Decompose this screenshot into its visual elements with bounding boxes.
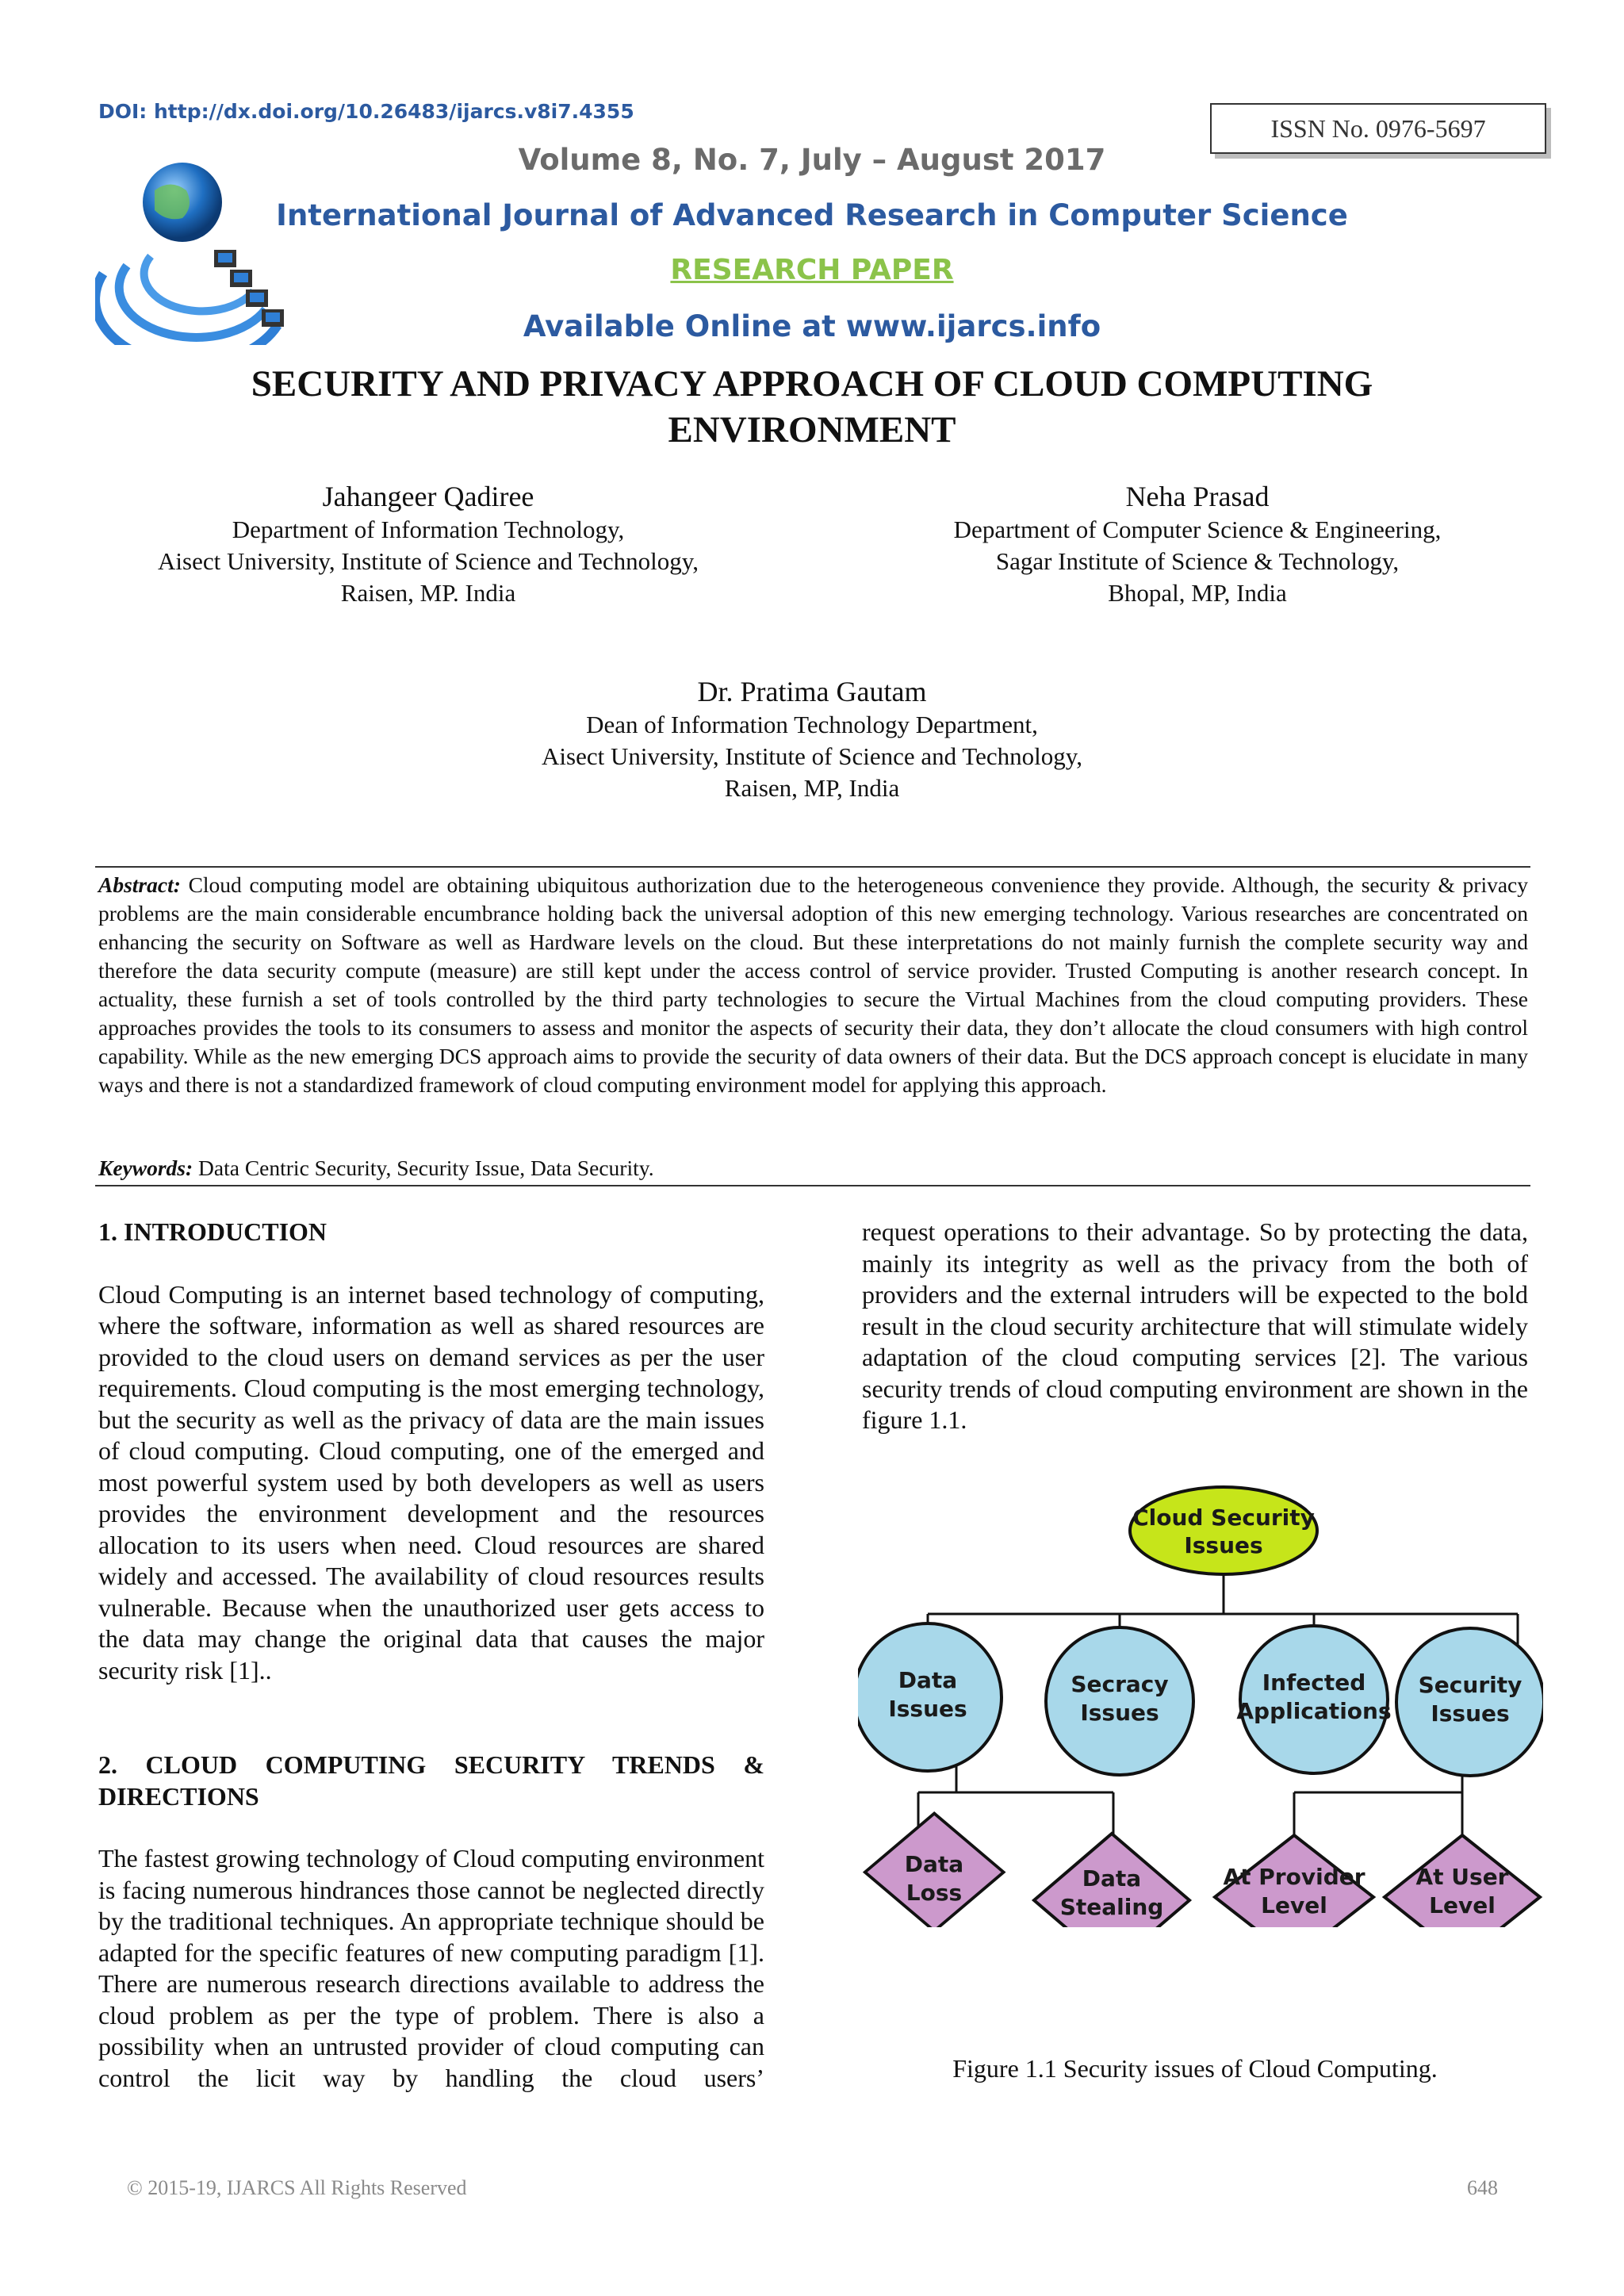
paper-title: SECURITY AND PRIVACY APPROACH OF CLOUD COMPUTING ENVIRONMENT [251,363,1373,450]
node-at-user-level [1385,1835,1540,1927]
node-data-loss [865,1814,1004,1928]
keywords-label: Keywords: [98,1156,193,1180]
volume-info: Volume 8, No. 7, July – August 2017 [518,143,1106,177]
paragraph: The fastest growing technology of Cloud computing environment is facing numerous hindrances those cannot be neglected directly by the traditional techniques. An appropriate technique should be adapted for the specific features of new computing paradigm [1]. There are numerous research directions available to address the cloud problem as per the type of problem. There is also a possibility when an untrusted provider of cloud computing can control the licit way by handling the cloud users’ [98,1844,764,2092]
section-introduction [98,1217,764,1686]
paragraph: request operations to their advantage. So by protecting the data, mainly its integrity as well as the privacy from the both of providers and the external intruders will be expected to the bold result in the cloud security architecture that will stimulate widely adaptation of the cloud computing services [2]. The various security trends of cloud computing environment are shown in the figure 1.1. [862,1217,1528,1434]
author-name: Neha Prasad [1125,481,1270,512]
abstract-label: Abstract: [98,872,181,897]
issn-box: ISSN No. 0976-5697 [1210,103,1546,154]
svg-text:Issues: Issues [1080,1700,1159,1726]
right-column-paragraph [862,1217,1528,1436]
doi-link[interactable]: DOI: http://dx.doi.org/10.26483/ijarcs.v8i7.4355 [98,100,634,123]
abstract-text: Cloud computing model are obtaining ubiquitous authorization due to the heterogeneous convenience they provide. Although, the security & privacy problems are the main considerable encumbrance holding back the universal adoption of this new emerging technology. Various researches are concentrated on enhancing the security on Software as well as Hardware levels on the cloud. But these interpretations do not mainly furnish the complete security way and therefore the data security compute (measure) are still kept under the access control of service provider. Trusted Computing is another research concept. In actuality, these furnish a set of tools controlled by the third party technologies to secure the Virtual Machines from the cloud computing providers. These approaches provides the tools to its consumers to assess and monitor the aspects of security their data, they don’t allocate the cloud consumers with high control capability. While as the new emerging DCS approach aims to provide the security of data owners of their data. But the DCS approach concept is elucidate in many ways and there is not a standardized framework of cloud computing environment model for applying this approach. [98,872,1528,1097]
section-heading: 1. INTRODUCTION [98,1217,327,1246]
figure-security-issues [858,1475,1543,1927]
journal-logo-icon [95,155,309,345]
svg-text:Level: Level [1261,1892,1327,1918]
svg-text:Issues: Issues [1184,1532,1263,1558]
author-name: Dr. Pratima Gautam [697,676,927,707]
journal-name: International Journal of Advanced Research in Computer Science [276,198,1348,232]
svg-text:Level: Level [1429,1892,1496,1918]
node-cloud-security-issues [1130,1487,1317,1574]
author-name: Jahangeer Qadiree [322,481,534,512]
svg-text:Stealing: Stealing [1059,1894,1164,1920]
svg-text:Cloud Security: Cloud Security [1132,1504,1315,1531]
author-block-2: Neha Prasad Department of Computer Science & Engineering, Sagar Institute of Science & Technology, Bhopal, MP, India [864,479,1530,609]
section-trends: 2. CLOUD COMPUTING SECURITY TRENDS & DIRECTIONS The fastest growing technology of Cloud computing environment is facing numerous hindrances those cannot be neglected directly by the traditional techniques. An appropriate technique should be adapted for the specific features of new computing paradigm [1]. There are numerous research directions available to address the cloud problem as per the type of problem. There is also a possibility when an untrusted provider of cloud computing can control the licit way by handling the cloud users’ [98,1750,764,2094]
svg-text:Security: Security [1418,1672,1522,1698]
figure-caption: Figure 1.1 Security issues of Cloud Computing. [952,2054,1438,2083]
svg-text:Data: Data [904,1851,964,1877]
page-number: 648 [1467,2176,1498,2199]
svg-text:Secracy: Secracy [1071,1671,1169,1697]
node-data-stealing [1034,1834,1189,1927]
divider [95,866,1530,868]
svg-text:Data: Data [898,1667,958,1693]
node-security-issues [1396,1628,1543,1776]
keywords [98,1154,1528,1182]
abstract [98,871,1528,1099]
svg-text:Loss: Loss [906,1880,963,1906]
footer-copyright: © 2015-19, IJARCS All Rights Reserved [127,2176,467,2199]
section-heading: 2. CLOUD COMPUTING SECURITY TRENDS & [98,1750,764,1779]
paper-type: RESEARCH PAPER [670,254,954,286]
divider [95,1185,1530,1186]
node-secracy-issues [1046,1627,1193,1775]
svg-text:Applications: Applications [1236,1698,1392,1724]
author-block-3: Dr. Pratima Gautam Dean of Information Technology Department, Aisect University, Institute of Science and Technology, Raisen, MP, India [416,674,1208,804]
author-block-1: Jahangeer Qadiree Department of Information Technology, Aisect University, Institute of Science and Technology, Raisen, MP. India [95,479,761,609]
paragraph: Cloud Computing is an internet based technology of computing, where the software, information as well as shared resources are provided to the cloud users on demand services as per the user requirements. Cloud computing is the most emerging technology, but the security as well as the privacy of data are the main issues of cloud computing. Cloud computing, one of the emerged and most powerful system used by both developers as well as users provides the environment development and the resources allocation to its users when need. Cloud resources are shared widely and accessed. The availability of cloud resources results vulnerable. Because when the unauthorized user gets access to the data may change the original data that causes the major security risk [1].. [98,1279,764,1685]
available-online: Available Online at www.ijarcs.info [523,309,1101,343]
svg-text:Data: Data [1082,1865,1142,1892]
node-infected-applications [1236,1626,1391,1773]
svg-text:At Provider: At Provider [1223,1864,1365,1890]
svg-text:At User: At User [1415,1864,1509,1890]
svg-text:Issues: Issues [1431,1700,1510,1727]
node-at-provider-level [1215,1835,1373,1927]
keywords-text: Data Centric Security, Security Issue, Data Security. [198,1156,654,1180]
node-data-issues [858,1623,1002,1771]
svg-text:Infected: Infected [1262,1669,1366,1696]
svg-text:Issues: Issues [888,1696,967,1722]
